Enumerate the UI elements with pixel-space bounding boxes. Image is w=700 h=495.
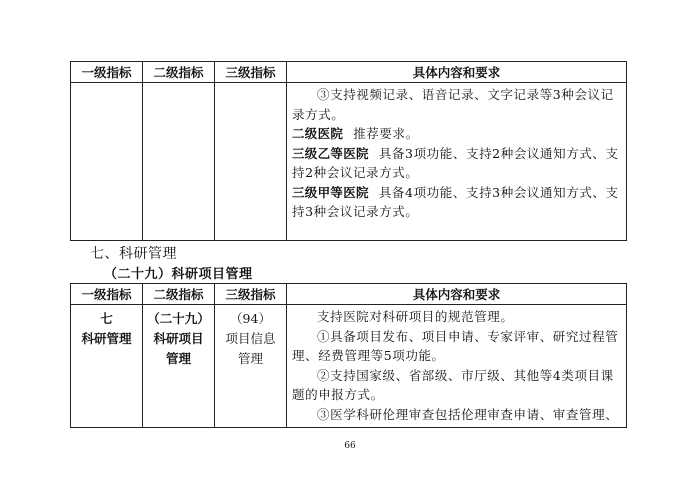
cell-content bbox=[287, 83, 627, 241]
cell-level3 bbox=[215, 305, 287, 428]
header-content: 具体内容和要求 bbox=[287, 284, 627, 305]
requirements-table-continued bbox=[70, 61, 627, 241]
level-requirement bbox=[292, 183, 622, 222]
content-line: ③医学科研伦理审查包括伦理审查申请、审查管理、 bbox=[317, 406, 619, 422]
table-row bbox=[71, 83, 627, 241]
subsection-title: （二十九）科研项目管理 bbox=[104, 267, 253, 282]
content-line: ③支持视频记录、语音记录、文字记录等3种会议记录方式。 bbox=[292, 87, 614, 122]
level-text: 推荐要求。 bbox=[353, 126, 419, 141]
table-header-row bbox=[71, 62, 627, 83]
header-level3: 三级指标 bbox=[215, 284, 287, 305]
level-label: 三级甲等医院 bbox=[292, 184, 369, 200]
section-title: 七、科研管理 bbox=[90, 246, 177, 262]
cell-level2 bbox=[143, 305, 215, 428]
content-line: ②支持国家级、省部级、市厅级、其他等4类项目课题的申报方式。 bbox=[292, 367, 614, 402]
level3-name-line1: 项目信息 bbox=[225, 331, 276, 346]
level-text: 具备4项功能、支持3种会议通知方式、支持3种会议记录方式。 bbox=[292, 184, 619, 219]
cell-level1 bbox=[71, 305, 143, 428]
table-header-row bbox=[71, 284, 627, 305]
table-row bbox=[71, 305, 627, 428]
page-number: 66 bbox=[344, 441, 356, 451]
level2-name-line2: 管理 bbox=[165, 351, 191, 366]
header-level3: 三级指标 bbox=[215, 62, 287, 83]
content-line: ①具备项目发布、项目申请、专家评审、研究过程管理、经费管理等5项功能。 bbox=[292, 328, 619, 363]
header-level1: 一级指标 bbox=[71, 62, 143, 83]
level3-number: （94） bbox=[230, 311, 271, 326]
level2-name-line1: 科研项目 bbox=[153, 331, 204, 346]
level1-number: 七 bbox=[100, 311, 113, 326]
header-content: 具体内容和要求 bbox=[287, 62, 627, 83]
header-level2: 二级指标 bbox=[143, 284, 215, 305]
header-level1: 一级指标 bbox=[71, 284, 143, 305]
level-requirement bbox=[292, 144, 622, 183]
level-label: 三级乙等医院 bbox=[292, 145, 369, 161]
cell-level3-empty bbox=[215, 83, 287, 241]
cell-level1-empty bbox=[71, 83, 143, 241]
level-requirement bbox=[292, 124, 622, 144]
level1-name: 科研管理 bbox=[81, 331, 132, 346]
cell-level2-empty bbox=[143, 83, 215, 241]
cell-content bbox=[287, 305, 627, 428]
header-level2: 二级指标 bbox=[143, 62, 215, 83]
requirements-table bbox=[70, 283, 627, 428]
level-label: 二级医院 bbox=[292, 126, 344, 141]
level3-name-line2: 管理 bbox=[237, 351, 263, 366]
level-text: 具备3项功能、支持2种会议通知方式、支持2种会议记录方式。 bbox=[292, 145, 619, 180]
level2-number: （二十九） bbox=[147, 311, 210, 326]
content-line: 支持医院对科研项目的规范管理。 bbox=[317, 309, 514, 324]
